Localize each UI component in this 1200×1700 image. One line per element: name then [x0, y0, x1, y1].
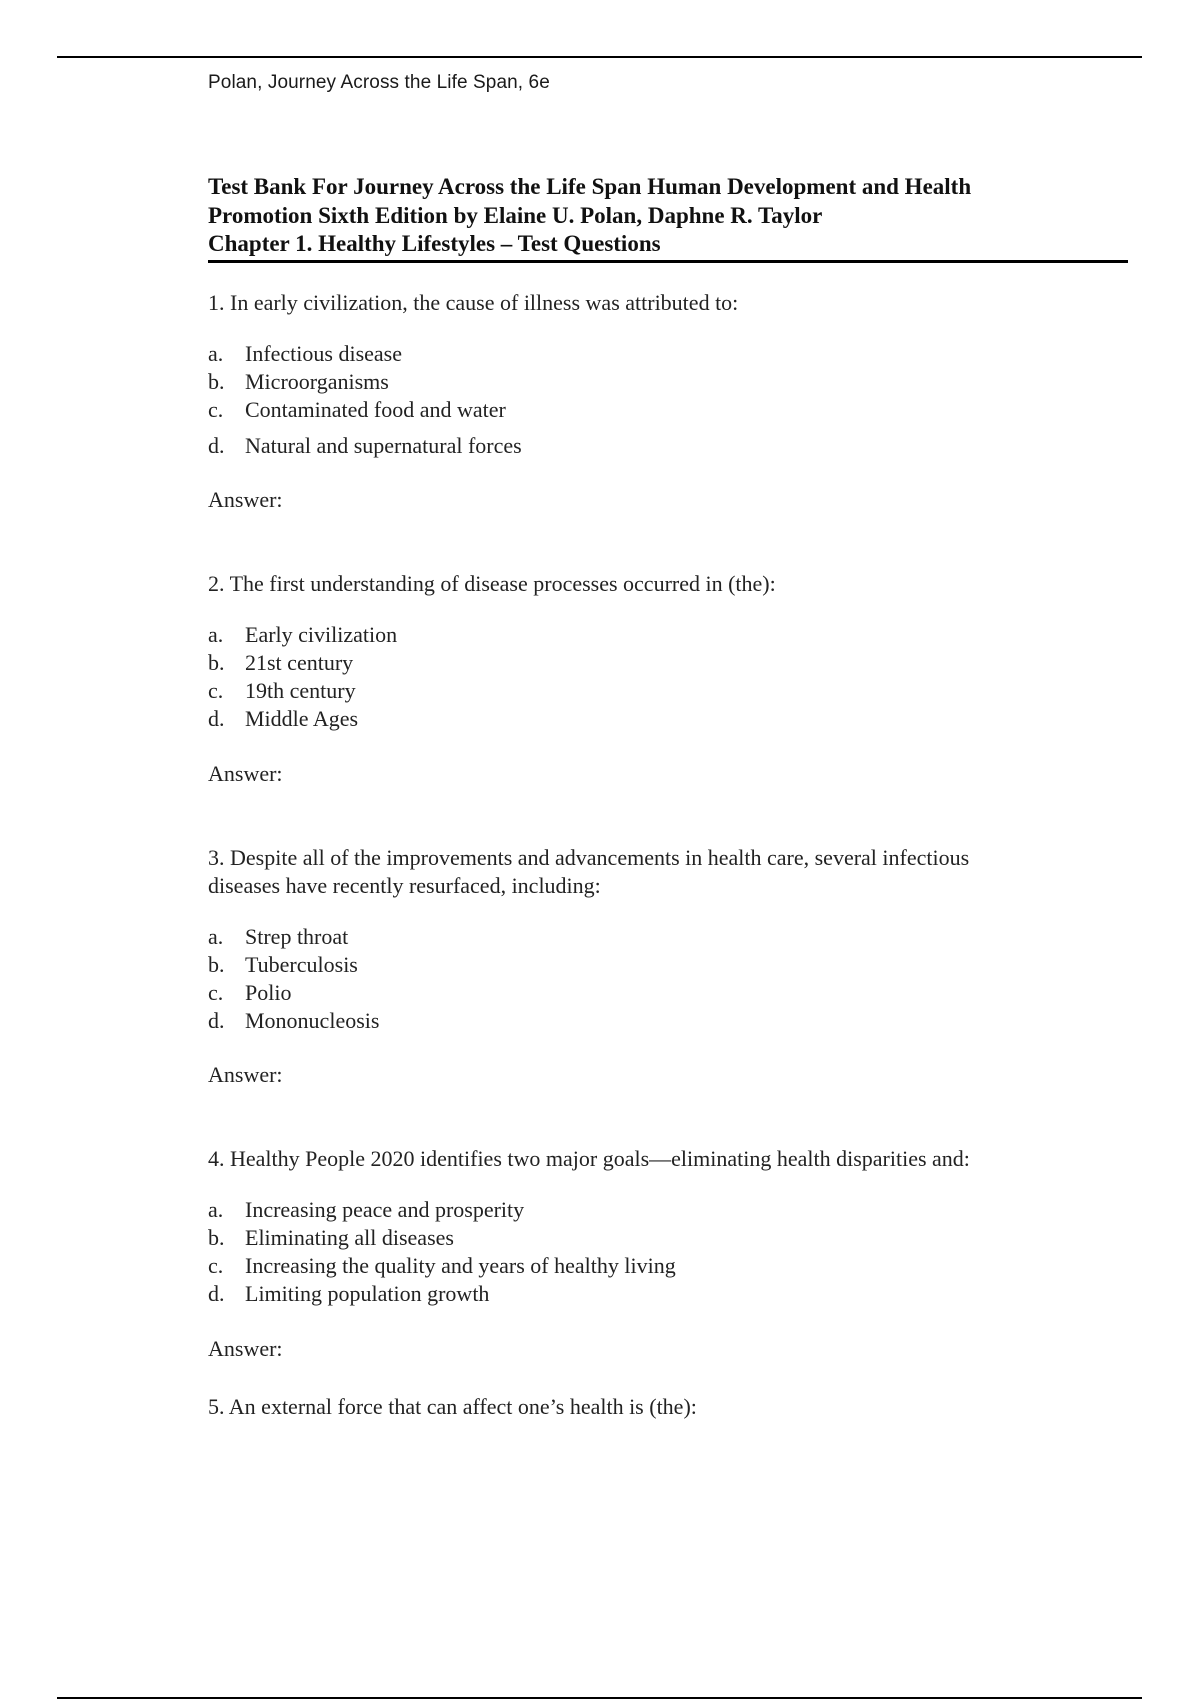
option-letter: b. [208, 649, 225, 675]
question-stem [208, 844, 1128, 901]
option-text: Strep throat [245, 923, 349, 949]
bottom-divider [57, 1697, 1142, 1699]
option-text: Limiting population growth [245, 1281, 490, 1307]
title-divider [208, 260, 1128, 263]
option-text: 19th century [245, 678, 356, 704]
option-list [208, 340, 1128, 461]
option-letter: d. [208, 1008, 225, 1034]
option-text: Tuberculosis [245, 951, 358, 977]
question-1 [208, 289, 1128, 514]
question-stem: 2. The first understanding of disease processes occurred in (the): [208, 571, 776, 597]
option-list [208, 923, 1128, 1036]
option-text: Early civilization [245, 621, 398, 647]
question-4 [208, 1145, 1128, 1362]
option-c [208, 979, 1128, 1007]
title-line-2: Promotion Sixth Edition by Elaine U. Polan, Daphne R. Taylor [208, 202, 823, 228]
option-letter: d. [208, 433, 225, 459]
option-a [208, 923, 1128, 951]
option-letter: c. [208, 396, 224, 422]
option-text: Mononucleosis [245, 1008, 380, 1034]
option-c [208, 396, 1128, 424]
question-stem-line: diseases have recently resurfaced, including: [208, 873, 601, 898]
option-list [208, 1196, 1128, 1309]
question-2 [208, 570, 1128, 787]
option-text: Natural and supernatural forces [245, 433, 522, 459]
option-text: Polio [245, 979, 292, 1005]
option-letter: c. [208, 678, 224, 704]
chapter-title: Chapter 1. Healthy Lifestyles – Test Questions [208, 231, 661, 256]
option-letter: b. [208, 951, 225, 977]
title-line-1: Test Bank For Journey Across the Life Span Human Development and Health [208, 174, 972, 199]
option-b [208, 951, 1128, 979]
option-d [208, 1280, 1128, 1308]
option-letter: b. [208, 368, 225, 394]
top-divider [57, 56, 1142, 58]
option-text: Increasing the quality and years of healthy living [245, 1253, 676, 1279]
option-a [208, 340, 1128, 368]
option-letter: d. [208, 1281, 225, 1307]
option-text: Eliminating all diseases [245, 1224, 454, 1250]
option-d [208, 705, 1128, 733]
option-text: Infectious disease [245, 340, 402, 366]
option-letter: a. [208, 621, 224, 647]
option-a [208, 621, 1128, 649]
question-stem: 1. In early civilization, the cause of illness was attributed to: [208, 290, 739, 315]
option-text: Increasing peace and prosperity [245, 1196, 525, 1222]
option-text: Contaminated food and water [245, 396, 506, 422]
question-3 [208, 844, 1128, 1090]
option-letter: a. [208, 1196, 224, 1222]
option-text: Middle Ages [245, 706, 359, 732]
option-letter: b. [208, 1224, 225, 1250]
question-5 [208, 1393, 1128, 1422]
option-letter: a. [208, 923, 224, 949]
question-list [208, 289, 1128, 1443]
option-c [208, 1252, 1128, 1280]
option-d [208, 432, 1128, 460]
option-letter: a. [208, 340, 224, 366]
option-b [208, 1224, 1128, 1252]
option-c [208, 677, 1128, 705]
option-b [208, 368, 1128, 396]
answer-label: Answer: [208, 1335, 283, 1361]
answer-label: Answer: [208, 760, 283, 786]
option-letter: c. [208, 1253, 224, 1279]
option-a [208, 1196, 1128, 1224]
question-stem-line: 3. Despite all of the improvements and advancements in health care, several infectious [208, 844, 970, 870]
document-title [208, 173, 1128, 259]
question-stem: 4. Healthy People 2020 identifies two major goals—eliminating health disparities and: [208, 1146, 970, 1172]
option-b [208, 649, 1128, 677]
option-text: 21st century [245, 649, 354, 675]
option-d [208, 1007, 1128, 1035]
option-text: Microorganisms [245, 368, 389, 394]
option-list [208, 621, 1128, 734]
question-stem: 5. An external force that can affect one’s health is (the): [208, 1393, 697, 1419]
option-letter: c. [208, 979, 224, 1005]
running-header: Polan, Journey Across the Life Span, 6e [208, 72, 550, 93]
option-letter: d. [208, 706, 225, 732]
answer-label: Answer: [208, 487, 283, 513]
answer-label: Answer: [208, 1062, 283, 1088]
